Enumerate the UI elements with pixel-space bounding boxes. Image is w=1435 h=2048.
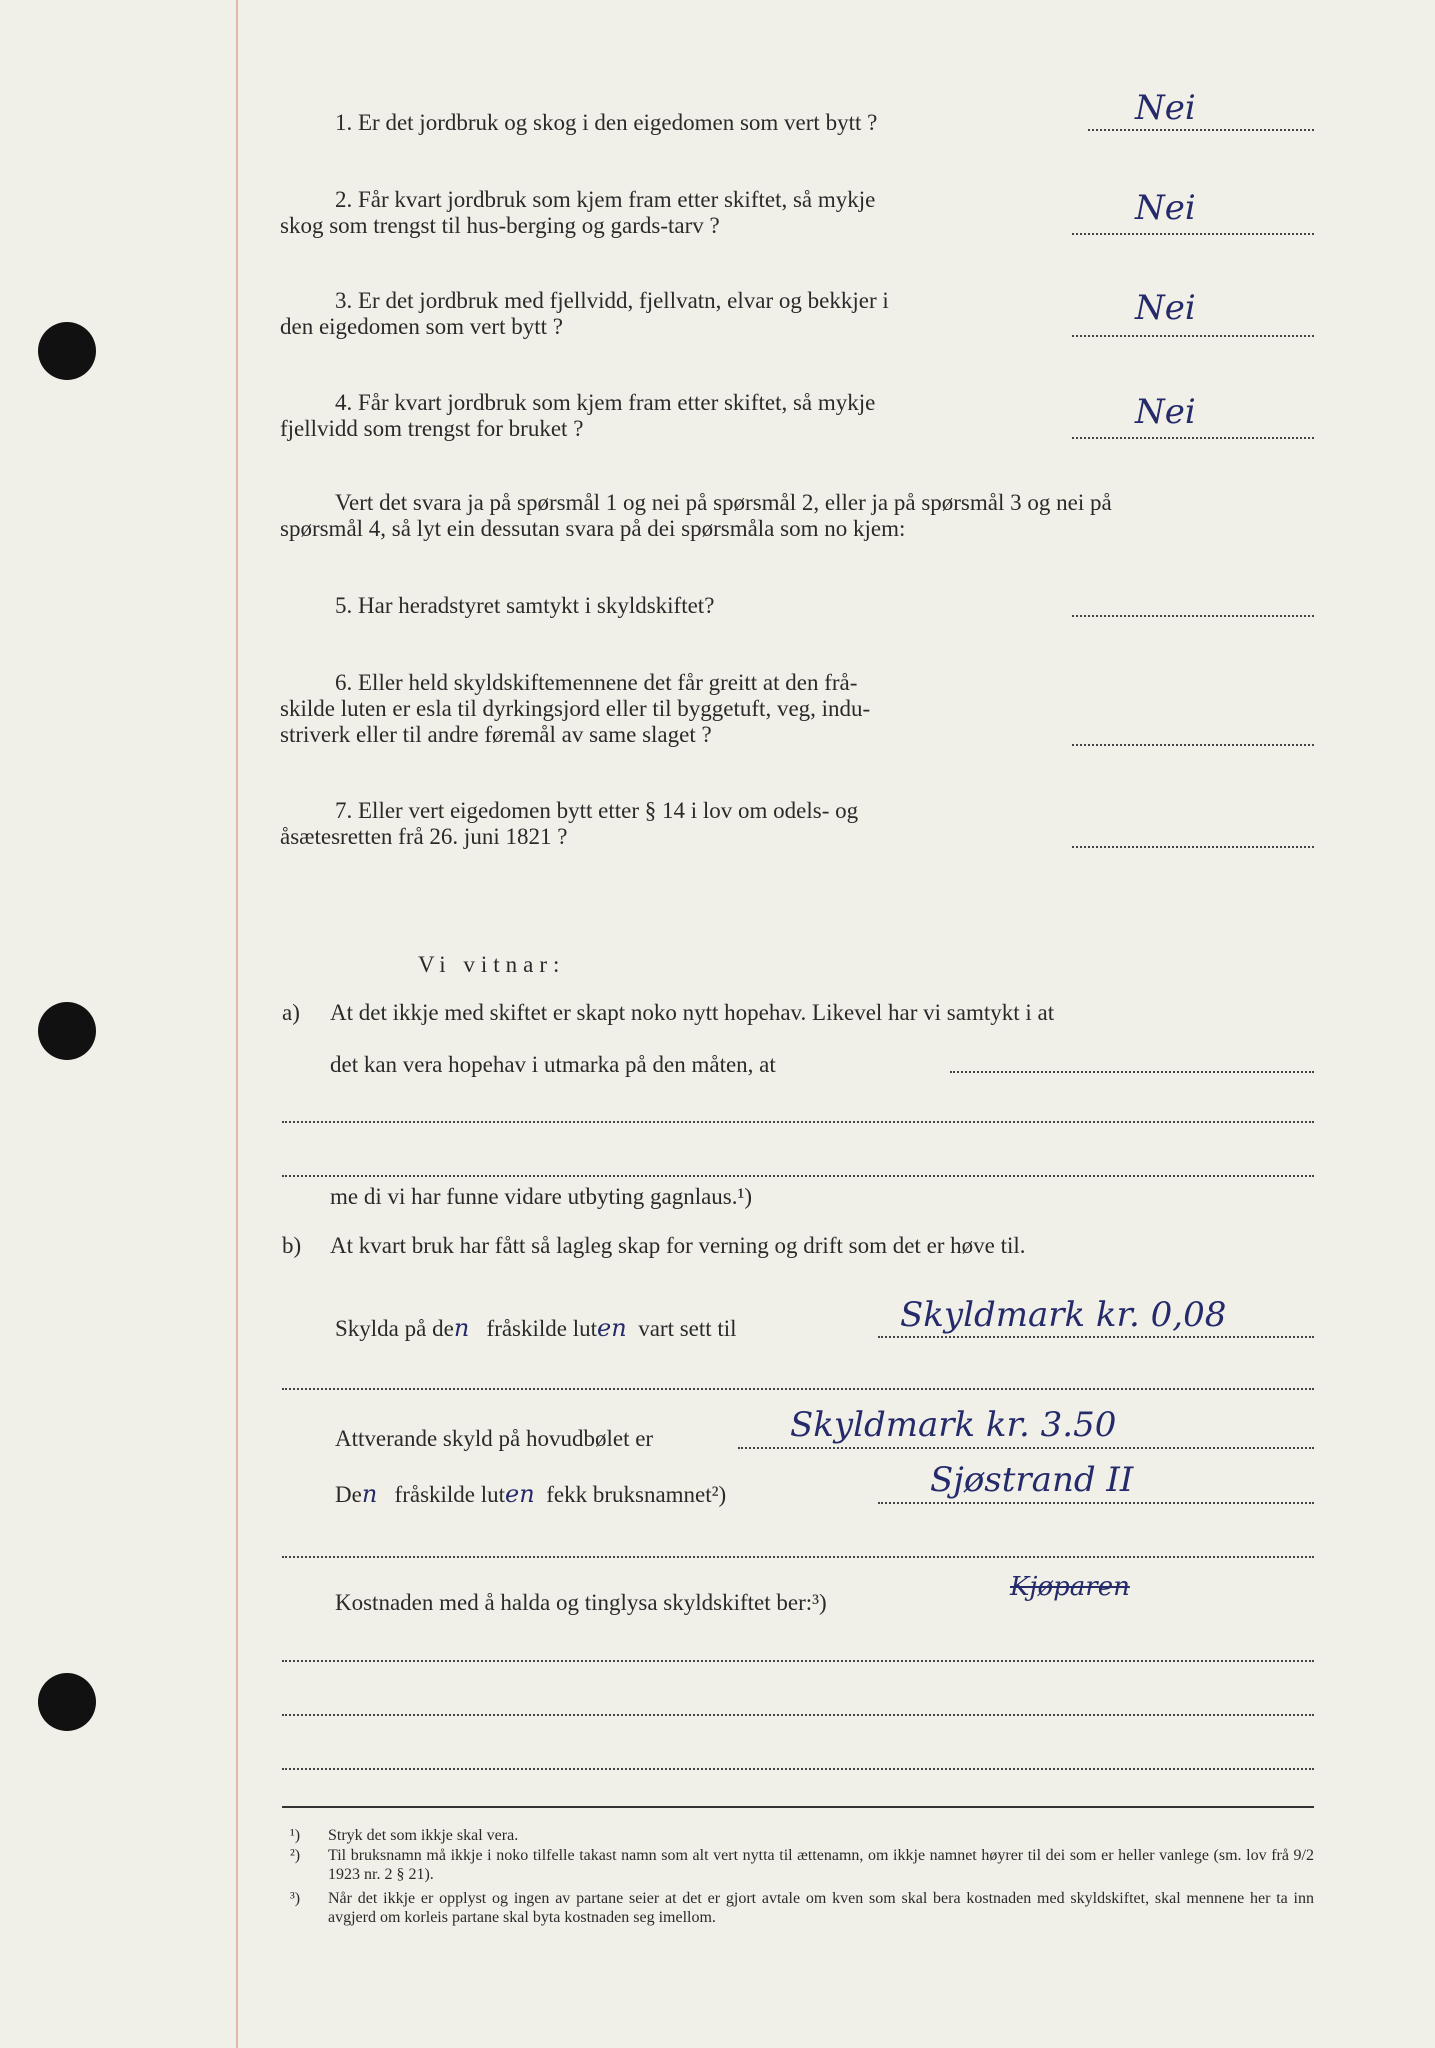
footnote-2-number: ²) bbox=[290, 1847, 301, 1864]
question-3-line-1: 3. Er det jordbruk med fjellvidd, fjellvatn, elvar og bekkjer i bbox=[335, 288, 889, 313]
footnote-1 bbox=[290, 1826, 1314, 1845]
vitnar-a-line-1: At det ikkje med skiftet er skapt noko nytt hopehav. Likevel har vi samtykt i at bbox=[330, 1000, 1055, 1025]
kostnad-line-3 bbox=[282, 1768, 1314, 1770]
answer-line-6 bbox=[1072, 744, 1314, 746]
footnote-3-text: Når det ikkje er opplyst og ingen av partane seier at det er gjort avtale om kven som skal bera kostnaden med skyldskiftet, skal mennene her ta inn avgjerd om korleis partane skal byta kostnaden seg imellom. bbox=[328, 1890, 1314, 1926]
question-4-line-1: 4. Får kvart jordbruk som kjem fram etter skiftet, så mykje bbox=[335, 390, 876, 415]
footnote-1-text: Stryk det som ikkje skal vera. bbox=[328, 1827, 519, 1844]
footnote-2-text: Til bruksnamn må ikkje i noko tilfelle takast namn som alt vert nytta til ættenamn, om ikkje namnet høyrer til dei som er heller vanlege (sm. lov frå 9/2 1923 nr. 2 § 21). bbox=[328, 1847, 1314, 1883]
question-2 bbox=[280, 187, 1060, 239]
skylda-value-line bbox=[878, 1336, 1314, 1338]
bruksnamn-ending-n: n bbox=[361, 1480, 378, 1508]
hopehav-line-3 bbox=[282, 1175, 1314, 1177]
intro-line-1: Vert det svara ja på spørsmål 1 og nei på spørsmål 2, eller ja på spørsmål 3 og nei på bbox=[335, 490, 1112, 515]
answer-line-2 bbox=[1072, 233, 1314, 235]
punch-hole-top bbox=[38, 322, 96, 380]
hopehav-line-2 bbox=[282, 1121, 1314, 1123]
question-7 bbox=[280, 798, 1060, 850]
margin-line bbox=[236, 0, 238, 2048]
skylda-line bbox=[335, 1315, 737, 1342]
answer-line-7 bbox=[1072, 846, 1314, 848]
footnote-rule bbox=[282, 1806, 1314, 1808]
skylda-ending-en: en bbox=[597, 1314, 627, 1342]
question-3-line-2: den eigedomen som vert bytt ? bbox=[280, 314, 563, 339]
bruksnamn-suffix: fekk bruksnamnet²) bbox=[546, 1482, 727, 1507]
question-2-line-2: skog som trengst til hus-berging og gards-tarv ? bbox=[280, 213, 720, 238]
intro-line-2: spørsmål 4, så lyt ein dessutan svara på dei spørsmåla som no kjem: bbox=[280, 516, 906, 541]
intro-paragraph bbox=[280, 490, 1314, 542]
answer-line-5 bbox=[1072, 615, 1314, 617]
bruksnamn-value-line bbox=[878, 1502, 1314, 1504]
skylda-value: Skyldmark kr. 0,08 bbox=[900, 1295, 1227, 1335]
skylda-ending-n: n bbox=[453, 1314, 470, 1342]
bruksnamn-prefix: De bbox=[335, 1482, 362, 1507]
kostnad-value: Kjøparen bbox=[1010, 1572, 1130, 1602]
bruksnamn-line bbox=[335, 1481, 726, 1508]
kostnad-line-2 bbox=[282, 1714, 1314, 1716]
answer-4: Nei bbox=[1135, 392, 1196, 432]
answer-2: Nei bbox=[1135, 188, 1196, 228]
question-7-line-2: åsætesretten frå 26. juni 1821 ? bbox=[280, 824, 568, 849]
attverande-value: Skyldmark kr. 3.50 bbox=[790, 1405, 1117, 1445]
bruksnamn-extra-line bbox=[282, 1556, 1314, 1558]
attverande-value-line bbox=[738, 1447, 1314, 1449]
skylda-suffix: vart sett til bbox=[638, 1316, 737, 1341]
question-1: 1. Er det jordbruk og skog i den eigedomen som vert bytt ? bbox=[335, 110, 878, 135]
vitnar-a-line-2: det kan vera hopehav i utmarka på den måten, at bbox=[330, 1052, 776, 1077]
answer-line-1 bbox=[1088, 129, 1314, 131]
hopehav-line-1 bbox=[950, 1071, 1314, 1073]
answer-1: Nei bbox=[1135, 88, 1196, 128]
question-6-line-1: 6. Eller held skyldskiftemennene det får greitt at den frå- bbox=[335, 670, 858, 695]
punch-hole-middle bbox=[38, 1002, 96, 1060]
vitnar-a-line-3: me di vi har funne vidare utbyting gagnlaus.¹) bbox=[330, 1184, 753, 1209]
bruksnamn-mid: fråskilde lut bbox=[394, 1482, 506, 1507]
punch-hole-bottom bbox=[38, 1673, 96, 1731]
answer-line-4 bbox=[1072, 437, 1314, 439]
answer-3: Nei bbox=[1135, 288, 1196, 328]
question-2-line-1: 2. Får kvart jordbruk som kjem fram etter skiftet, så mykje bbox=[335, 187, 876, 212]
footnote-3-number: ³) bbox=[290, 1890, 301, 1907]
question-4 bbox=[280, 390, 1060, 442]
question-7-line-1: 7. Eller vert eigedomen bytt etter § 14 i lov om odels- og bbox=[335, 798, 859, 823]
vitnar-heading: Vi vitnar: bbox=[418, 952, 566, 977]
vitnar-a-label: a) bbox=[282, 1000, 300, 1025]
footnote-3 bbox=[290, 1889, 1314, 1927]
vitnar-b-line: At kvart bruk har fått så lagleg skap for verning og drift som det er høve til. bbox=[330, 1233, 1026, 1258]
question-6 bbox=[280, 670, 1060, 748]
footnote-1-number: ¹) bbox=[290, 1827, 301, 1844]
attverande-label: Attverande skyld på hovudbølet er bbox=[335, 1426, 654, 1451]
question-5: 5. Har heradstyret samtykt i skyldskiftet? bbox=[335, 593, 715, 618]
kostnad-label: Kostnaden med å halda og tinglysa skyldskiftet ber:³) bbox=[335, 1590, 827, 1615]
question-6-line-3: striverk eller til andre føremål av same slaget ? bbox=[280, 722, 712, 747]
skylda-mid: fråskilde lut bbox=[486, 1316, 598, 1341]
bruksnamn-value: Sjøstrand II bbox=[930, 1460, 1134, 1500]
answer-line-3 bbox=[1072, 335, 1314, 337]
question-6-line-2: skilde luten er esla til dyrkingsjord eller til byggetuft, veg, indu- bbox=[280, 696, 871, 721]
question-4-line-2: fjellvidd som trengst for bruket ? bbox=[280, 416, 584, 441]
bruksnamn-ending-en: en bbox=[505, 1480, 535, 1508]
skylda-prefix: Skylda på de bbox=[335, 1316, 454, 1341]
vitnar-b-label: b) bbox=[282, 1233, 302, 1258]
question-3 bbox=[280, 288, 1060, 340]
skylda-extra-line bbox=[282, 1388, 1314, 1390]
footnote-2 bbox=[290, 1846, 1314, 1884]
kostnad-line-1 bbox=[282, 1660, 1314, 1662]
